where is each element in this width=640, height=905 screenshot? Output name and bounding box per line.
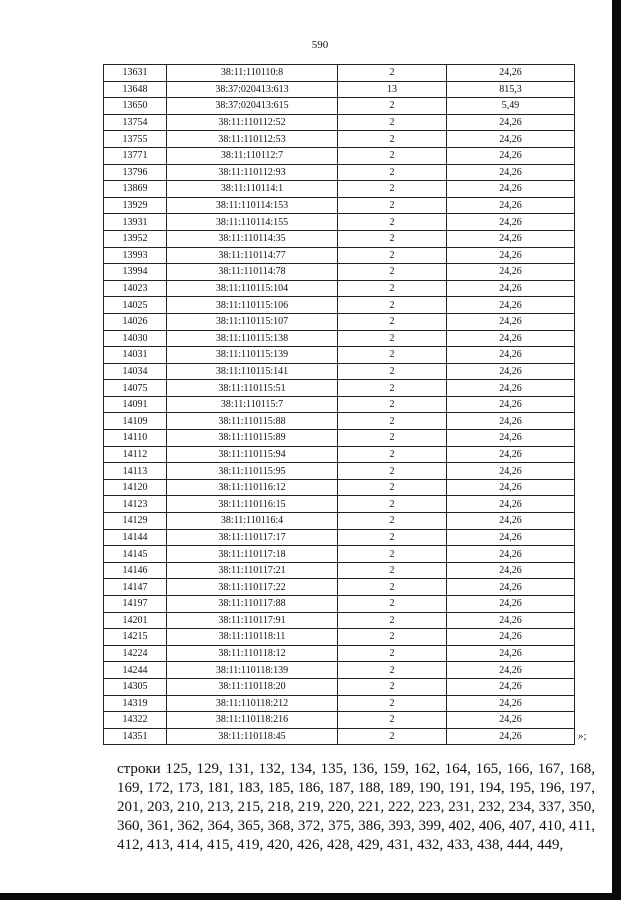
- scan-border-right: [612, 0, 621, 896]
- cadastral-number-cell: 38:11:110112:7: [167, 147, 338, 164]
- count-cell: 2: [338, 164, 447, 181]
- value-cell: 24,26: [447, 529, 575, 546]
- row-number-cell: 13771: [104, 147, 167, 164]
- page-number: 590: [311, 39, 329, 51]
- cadastral-number-cell: 38:11:110114:35: [167, 230, 338, 247]
- cadastral-number-cell: 38:37:020413:615: [167, 98, 338, 115]
- table-row: [104, 662, 575, 679]
- count-cell: 2: [338, 463, 447, 480]
- value-cell: 24,26: [447, 363, 575, 380]
- cadastral-number-cell: 38:11:110118:11: [167, 629, 338, 646]
- table-row: [104, 712, 575, 729]
- count-cell: 2: [338, 65, 447, 82]
- cadastral-number-cell: 38:11:110115:89: [167, 430, 338, 447]
- table-row: [104, 330, 575, 347]
- value-cell: 24,26: [447, 131, 575, 148]
- count-cell: 2: [338, 413, 447, 430]
- table-row: [104, 479, 575, 496]
- count-cell: 2: [338, 546, 447, 563]
- cadastral-number-cell: 38:11:110116:15: [167, 496, 338, 513]
- table-row: [104, 214, 575, 231]
- count-cell: 2: [338, 712, 447, 729]
- row-number-cell: 14322: [104, 712, 167, 729]
- value-cell: 24,26: [447, 446, 575, 463]
- count-cell: 2: [338, 114, 447, 131]
- value-cell: 24,26: [447, 413, 575, 430]
- value-cell: 24,26: [447, 197, 575, 214]
- value-cell: 24,26: [447, 147, 575, 164]
- cadastral-number-cell: 38:11:110115:88: [167, 413, 338, 430]
- count-cell: 2: [338, 396, 447, 413]
- row-number-cell: 14147: [104, 579, 167, 596]
- value-cell: 24,26: [447, 562, 575, 579]
- cadastral-number-cell: 38:11:110118:12: [167, 645, 338, 662]
- table-row: [104, 363, 575, 380]
- count-cell: 2: [338, 496, 447, 513]
- row-number-cell: 14319: [104, 695, 167, 712]
- row-number-cell: 14031: [104, 347, 167, 364]
- row-number-cell: 14215: [104, 629, 167, 646]
- cadastral-number-cell: 38:11:110114:153: [167, 197, 338, 214]
- table-row: [104, 629, 575, 646]
- table-row: [104, 297, 575, 314]
- cadastral-number-cell: 38:37:020413:613: [167, 81, 338, 98]
- cadastral-number-cell: 38:11:110117:22: [167, 579, 338, 596]
- row-number-cell: 14351: [104, 728, 167, 745]
- count-cell: 2: [338, 513, 447, 530]
- count-cell: 2: [338, 214, 447, 231]
- value-cell: 24,26: [447, 596, 575, 613]
- cadastral-number-cell: 38:11:110110:8: [167, 65, 338, 82]
- table-row: [104, 247, 575, 264]
- row-number-cell: 13952: [104, 230, 167, 247]
- row-number-cell: 14075: [104, 380, 167, 397]
- value-cell: 24,26: [447, 330, 575, 347]
- row-number-cell: 14305: [104, 678, 167, 695]
- table-row: [104, 579, 575, 596]
- value-cell: 24,26: [447, 380, 575, 397]
- table-row: [104, 596, 575, 613]
- value-cell: 24,26: [447, 114, 575, 131]
- row-number-cell: 13754: [104, 114, 167, 131]
- value-cell: 24,26: [447, 164, 575, 181]
- cadastral-number-cell: 38:11:110118:139: [167, 662, 338, 679]
- row-number-cell: 14144: [104, 529, 167, 546]
- value-cell: 24,26: [447, 546, 575, 563]
- rows-list-paragraph: строки 125, 129, 131, 132, 134, 135, 136, 159, 162, 164, 165, 166, 167, 168, 169, 172, 173, 181, 183, 185, 186, 187, 188, 189, 190, 191, 194, 195, 196, 197, 201, 203, 210, 213, 215, 218, 219, 220, 221, 222, 223, 231, 232, 234, 337, 350, 360, 361, 362, 364, 365, 368, 372, 375, 386, 393, 399, 402, 406, 407, 410, 411, 412, 413, 414, 415, 419, 420, 426, 428, 429, 431, 432, 433, 438, 444, 449,: [117, 761, 595, 853]
- row-number-cell: 13929: [104, 197, 167, 214]
- row-number-cell: 14120: [104, 479, 167, 496]
- value-cell: 24,26: [447, 662, 575, 679]
- table-row: [104, 181, 575, 198]
- cadastral-number-cell: 38:11:110117:18: [167, 546, 338, 563]
- table-row: [104, 114, 575, 131]
- cadastral-number-cell: 38:11:110115:138: [167, 330, 338, 347]
- table-row: [104, 197, 575, 214]
- cadastral-number-cell: 38:11:110115:104: [167, 280, 338, 297]
- value-cell: 24,26: [447, 430, 575, 447]
- count-cell: 2: [338, 280, 447, 297]
- count-cell: 2: [338, 313, 447, 330]
- cadastral-number-cell: 38:11:110118:45: [167, 728, 338, 745]
- scan-border-bottom: [0, 893, 621, 900]
- table-row: [104, 313, 575, 330]
- row-number-cell: 13648: [104, 81, 167, 98]
- count-cell: 2: [338, 98, 447, 115]
- count-cell: 2: [338, 695, 447, 712]
- row-number-cell: 14123: [104, 496, 167, 513]
- value-cell: 24,26: [447, 645, 575, 662]
- value-cell: 24,26: [447, 347, 575, 364]
- cadastral-number-cell: 38:11:110112:53: [167, 131, 338, 148]
- cadastral-number-cell: 38:11:110112:52: [167, 114, 338, 131]
- cadastral-number-cell: 38:11:110114:77: [167, 247, 338, 264]
- table-row: [104, 413, 575, 430]
- cadastral-number-cell: 38:11:110118:20: [167, 678, 338, 695]
- count-cell: 13: [338, 81, 447, 98]
- count-cell: 2: [338, 197, 447, 214]
- cadastral-number-cell: 38:11:110118:216: [167, 712, 338, 729]
- table-row: [104, 546, 575, 563]
- row-number-cell: 14030: [104, 330, 167, 347]
- row-number-cell: 13631: [104, 65, 167, 82]
- row-number-cell: 13931: [104, 214, 167, 231]
- cadastral-number-cell: 38:11:110117:17: [167, 529, 338, 546]
- cadastral-number-cell: 38:11:110114:1: [167, 181, 338, 198]
- row-number-cell: 14224: [104, 645, 167, 662]
- count-cell: 2: [338, 562, 447, 579]
- cadastral-number-cell: 38:11:110115:51: [167, 380, 338, 397]
- cadastral-number-cell: 38:11:110112:93: [167, 164, 338, 181]
- row-number-cell: 14110: [104, 430, 167, 447]
- table-row: [104, 446, 575, 463]
- value-cell: 24,26: [447, 579, 575, 596]
- count-cell: 2: [338, 330, 447, 347]
- table-row: [104, 380, 575, 397]
- count-cell: 2: [338, 446, 447, 463]
- value-cell: 24,26: [447, 496, 575, 513]
- table-row: [104, 728, 575, 745]
- cadastral-number-cell: 38:11:110115:141: [167, 363, 338, 380]
- value-cell: 5,49: [447, 98, 575, 115]
- row-number-cell: 14146: [104, 562, 167, 579]
- count-cell: 2: [338, 181, 447, 198]
- count-cell: 2: [338, 297, 447, 314]
- table-row: [104, 645, 575, 662]
- table-body: [104, 65, 575, 745]
- table-row: [104, 612, 575, 629]
- value-cell: 24,26: [447, 396, 575, 413]
- count-cell: 2: [338, 479, 447, 496]
- count-cell: 2: [338, 247, 447, 264]
- value-cell: 24,26: [447, 280, 575, 297]
- count-cell: 2: [338, 629, 447, 646]
- cadastral-number-cell: 38:11:110115:139: [167, 347, 338, 364]
- cadastral-number-cell: 38:11:110115:107: [167, 313, 338, 330]
- row-number-cell: 13993: [104, 247, 167, 264]
- count-cell: 2: [338, 380, 447, 397]
- value-cell: 24,26: [447, 264, 575, 281]
- cadastral-number-cell: 38:11:110116:12: [167, 479, 338, 496]
- table-row: [104, 695, 575, 712]
- table-row: [104, 562, 575, 579]
- cadastral-number-cell: 38:11:110116:4: [167, 513, 338, 530]
- count-cell: 2: [338, 347, 447, 364]
- row-number-cell: 13755: [104, 131, 167, 148]
- table-row: [104, 529, 575, 546]
- value-cell: 24,26: [447, 247, 575, 264]
- row-number-cell: 14109: [104, 413, 167, 430]
- row-number-cell: 14113: [104, 463, 167, 480]
- cadastral-number-cell: 38:11:110117:21: [167, 562, 338, 579]
- table-row: [104, 347, 575, 364]
- table-row: [104, 98, 575, 115]
- value-cell: 24,26: [447, 313, 575, 330]
- count-cell: 2: [338, 662, 447, 679]
- value-cell: 24,26: [447, 479, 575, 496]
- count-cell: 2: [338, 678, 447, 695]
- value-cell: 24,26: [447, 612, 575, 629]
- table-row: [104, 430, 575, 447]
- table-row: [104, 264, 575, 281]
- row-number-cell: 14197: [104, 596, 167, 613]
- count-cell: 2: [338, 147, 447, 164]
- value-cell: 24,26: [447, 297, 575, 314]
- count-cell: 2: [338, 728, 447, 745]
- count-cell: 2: [338, 645, 447, 662]
- cadastral-number-cell: 38:11:110114:155: [167, 214, 338, 231]
- value-cell: 24,26: [447, 629, 575, 646]
- row-number-cell: 13796: [104, 164, 167, 181]
- count-cell: 2: [338, 230, 447, 247]
- count-cell: 2: [338, 612, 447, 629]
- table-row: [104, 396, 575, 413]
- count-cell: 2: [338, 430, 447, 447]
- value-cell: 24,26: [447, 181, 575, 198]
- cadastral-number-cell: 38:11:110115:95: [167, 463, 338, 480]
- value-cell: 24,26: [447, 230, 575, 247]
- table-row: [104, 81, 575, 98]
- table-row: [104, 496, 575, 513]
- value-cell: 24,26: [447, 214, 575, 231]
- cadastral-number-cell: 38:11:110118:212: [167, 695, 338, 712]
- row-number-cell: 14023: [104, 280, 167, 297]
- row-number-cell: 13869: [104, 181, 167, 198]
- count-cell: 2: [338, 596, 447, 613]
- closing-quote-mark: »;: [578, 730, 587, 742]
- value-cell: 24,26: [447, 712, 575, 729]
- table-row: [104, 65, 575, 82]
- row-number-cell: 14025: [104, 297, 167, 314]
- cadastral-number-cell: 38:11:110115:94: [167, 446, 338, 463]
- cadastral-number-cell: 38:11:110117:91: [167, 612, 338, 629]
- row-number-cell: 13650: [104, 98, 167, 115]
- table-row: [104, 230, 575, 247]
- count-cell: 2: [338, 264, 447, 281]
- cadastral-number-cell: 38:11:110114:78: [167, 264, 338, 281]
- land-plots-table: [103, 64, 575, 745]
- row-number-cell: 14091: [104, 396, 167, 413]
- value-cell: 24,26: [447, 678, 575, 695]
- count-cell: 2: [338, 529, 447, 546]
- cadastral-number-cell: 38:11:110115:7: [167, 396, 338, 413]
- value-cell: 24,26: [447, 695, 575, 712]
- count-cell: 2: [338, 131, 447, 148]
- table-row: [104, 678, 575, 695]
- row-number-cell: 13994: [104, 264, 167, 281]
- value-cell: 815,3: [447, 81, 575, 98]
- row-number-cell: 14201: [104, 612, 167, 629]
- cadastral-number-cell: 38:11:110117:88: [167, 596, 338, 613]
- row-number-cell: 14112: [104, 446, 167, 463]
- value-cell: 24,26: [447, 513, 575, 530]
- value-cell: 24,26: [447, 463, 575, 480]
- row-number-cell: 14026: [104, 313, 167, 330]
- table-row: [104, 164, 575, 181]
- value-cell: 24,26: [447, 728, 575, 745]
- table-row: [104, 513, 575, 530]
- value-cell: 24,26: [447, 65, 575, 82]
- table-row: [104, 147, 575, 164]
- row-number-cell: 14034: [104, 363, 167, 380]
- cadastral-number-cell: 38:11:110115:106: [167, 297, 338, 314]
- row-number-cell: 14145: [104, 546, 167, 563]
- count-cell: 2: [338, 363, 447, 380]
- row-number-cell: 14244: [104, 662, 167, 679]
- row-number-cell: 14129: [104, 513, 167, 530]
- count-cell: 2: [338, 579, 447, 596]
- table-row: [104, 463, 575, 480]
- table-row: [104, 131, 575, 148]
- table-row: [104, 280, 575, 297]
